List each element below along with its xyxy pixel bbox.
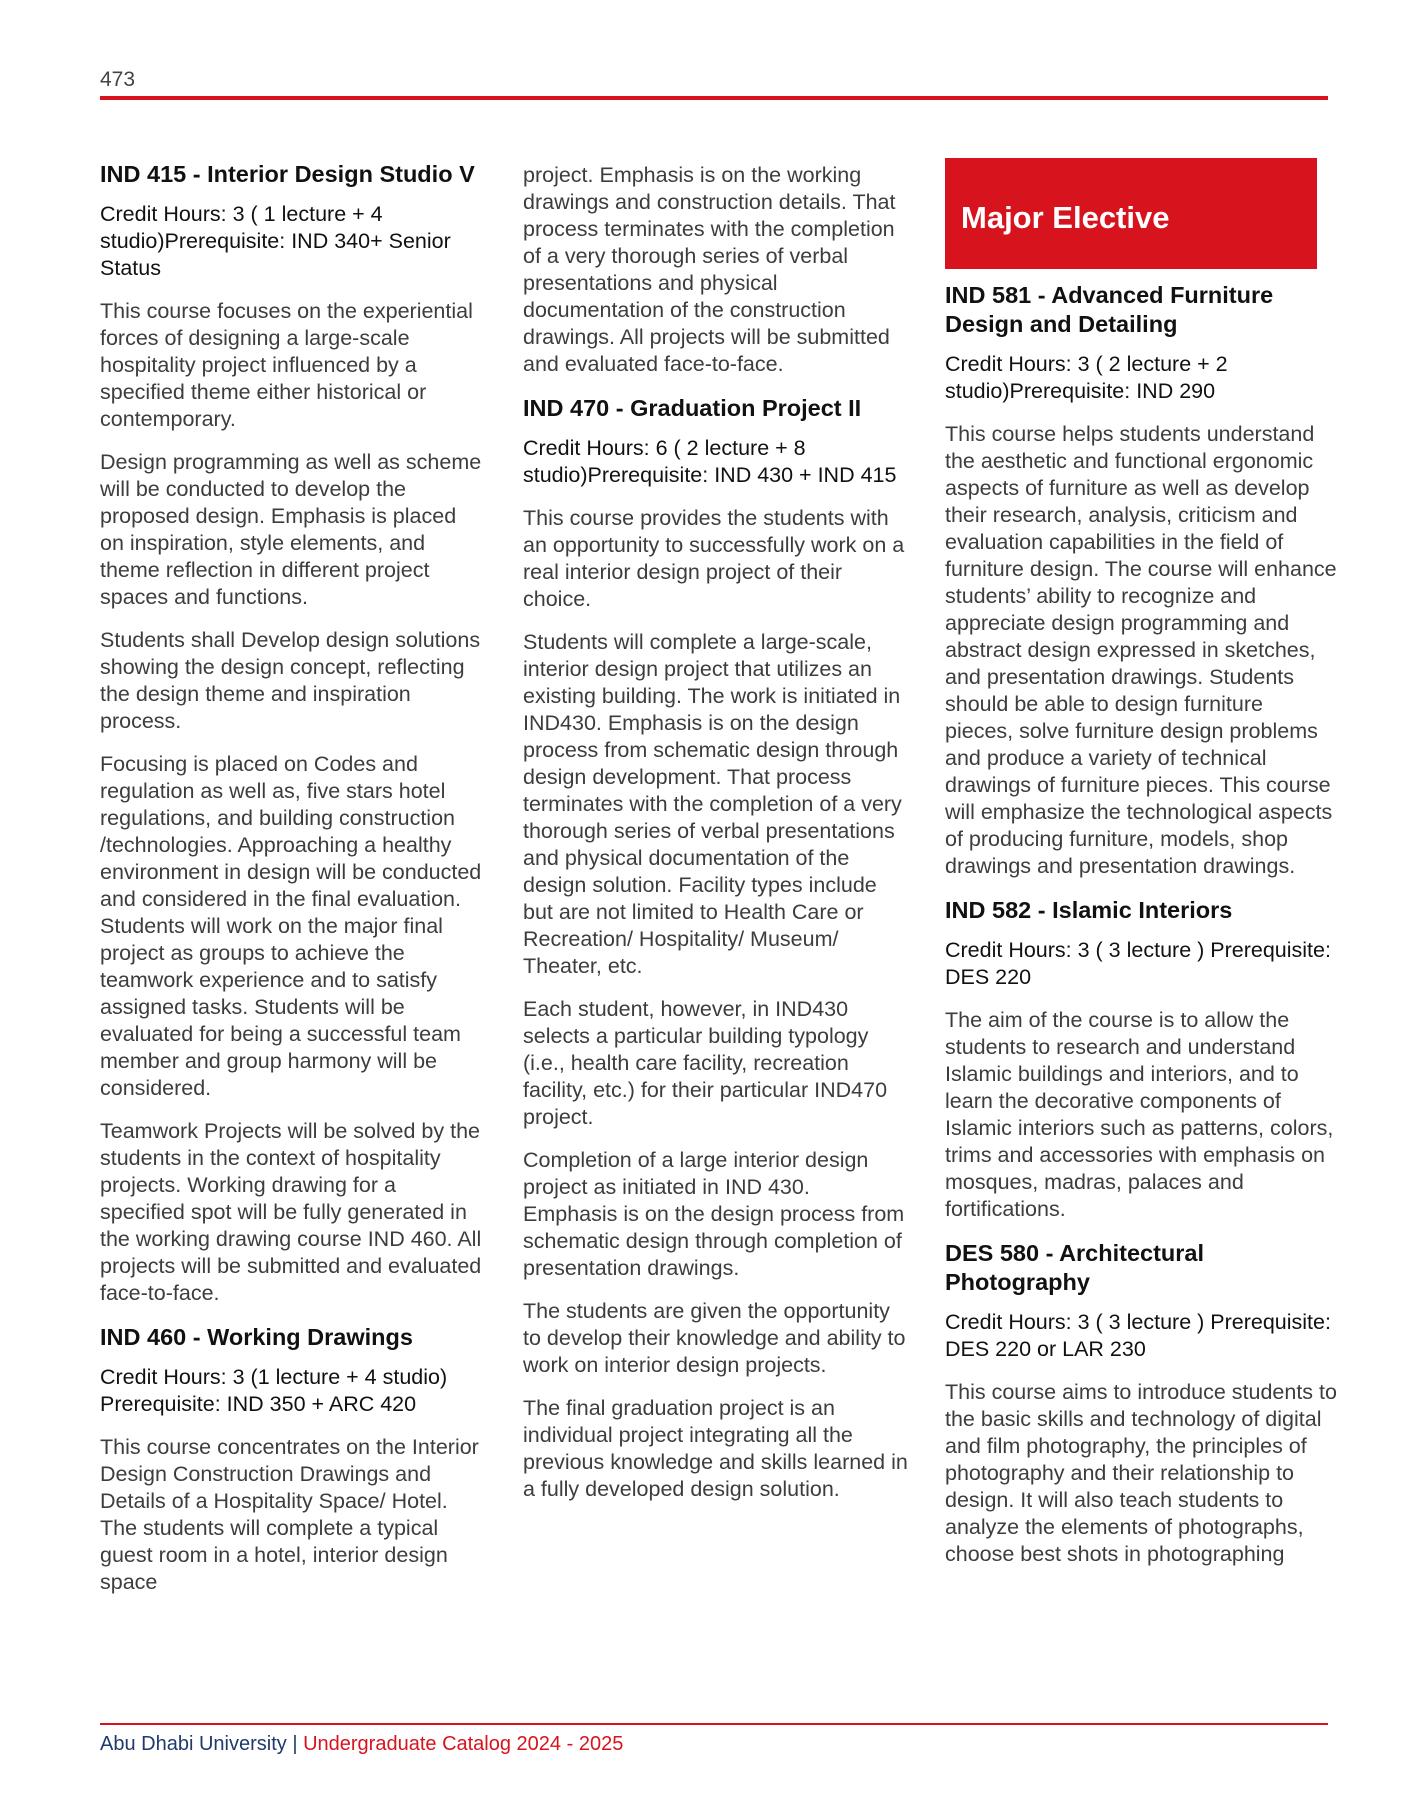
credit-hours: Credit Hours: 6 ( 2 lecture + 8 studio)Prerequisite: IND 430 + IND 415 xyxy=(523,436,897,487)
course-paragraph: Completion of a large interior design project as initiated in IND 430. Emphasis is on the design process from schematic design through completion of presentation drawings. xyxy=(523,1148,905,1280)
course-title: IND 582 - Islamic Interiors xyxy=(945,897,1233,923)
course-title: IND 460 - Working Drawings xyxy=(100,1324,413,1350)
credit-hours: Credit Hours: 3 ( 3 lecture ) Prerequisite: DES 220 xyxy=(945,938,1331,989)
course-paragraph: The students are given the opportunity to develop their knowledge and ability to work on interior design projects. xyxy=(523,1299,906,1377)
course-title: IND 581 - Advanced Furniture Design and Detailing xyxy=(945,282,1274,337)
course-paragraph: The final graduation project is an individual project integrating all the previous knowledge and skills learned in a fully developed design solution. xyxy=(523,1396,908,1501)
course-paragraph: The aim of the course is to allow the students to research and understand Islamic buildings and interiors, and to learn the decorative components of Islamic interiors such as patterns, colors, trims and accessories with emphasis on mosques, madras, palaces and fortifications. xyxy=(945,1008,1334,1221)
credit-hours: Credit Hours: 3 ( 1 lecture + 4 studio)Prerequisite: IND 340+ Senior Status xyxy=(100,202,451,280)
course-title: DES 580 - Architectural Photography xyxy=(945,1240,1205,1295)
course-paragraph: Students will complete a large-scale, interior design project that utilizes an existing building. The work is initiated in IND430. Emphasis is on the design process from schematic design through design development. That process terminates with the completion of a very thorough series of verbal presentations and physical documentation of the design solution. Facility types include but are not limited to Health Care or Recreation/ Hospitality/ Museum/ Theater, etc. xyxy=(523,630,902,978)
column-3 xyxy=(945,158,1337,1584)
course-paragraph: Teamwork Projects will be solved by the students in the context of hospitality projects. Working drawing for a specified spot will be fully generated in the working drawing course IND 460. All projects will be submitted and evaluated face-to-face. xyxy=(100,1119,482,1305)
course-paragraph: This course provides the students with an opportunity to successfully work on a real interior design project of their choice. xyxy=(523,506,905,611)
course-paragraph: This course concentrates on the Interior Design Construction Drawings and Details of a Hospitality Space/ Hotel. The students will complete a typical guest room in a hotel, interior design space xyxy=(100,1435,479,1594)
course-paragraph: Each student, however, in IND430 selects a particular building typology (i.e., health care facility, recreation facility, etc.) for their particular IND470 project. xyxy=(523,997,888,1129)
footer-divider xyxy=(100,1723,1328,1725)
course-paragraph: Focusing is placed on Codes and regulation as well as, five stars hotel regulations, and building construction /technologies. Approaching a healthy environment in design will be conducted and considered in the final evaluation. Students will work on the major final project as groups to achieve the teamwork experience and to satisfy assigned tasks. Students will be evaluated for being a successful team member and group harmony will be considered. xyxy=(100,752,482,1100)
column-1 xyxy=(100,160,486,1612)
section-banner: Major Elective xyxy=(945,158,1317,269)
course-title: IND 470 - Graduation Project II xyxy=(523,395,862,421)
course-paragraph: This course helps students understand the aesthetic and functional ergonomic aspects of furniture as well as develop their research, analysis, criticism and evaluation capabilities in the field of furniture design. The course will enhance students’ ability to recognize and appreciate design programming and abstract design expressed in sketches, and presentation drawings. Students should be able to design furniture pieces, solve furniture design problems and produce a variety of technical drawings of furniture pieces. This course will emphasize the technological aspects of producing furniture, models, shop drawings and presentation drawings. xyxy=(945,422,1337,878)
continued-paragraph: project. Emphasis is on the working drawings and construction details. That process terminates with the completion of a very thorough series of verbal presentations and physical documentation of the construction drawings. All projects will be submitted and evaluated face-to-face. xyxy=(523,163,896,376)
course-title: IND 415 - Interior Design Studio V xyxy=(100,161,475,187)
footer-catalog: Undergraduate Catalog 2024 - 2025 xyxy=(303,1733,624,1755)
footer xyxy=(100,1733,623,1756)
header-divider xyxy=(100,96,1328,100)
course-paragraph: Design programming as well as scheme will be conducted to develop the proposed design. Emphasis is placed on inspiration, style elements, and theme reflection in different project spaces and functions. xyxy=(100,450,482,609)
footer-separator: | xyxy=(292,1733,298,1755)
column-2 xyxy=(523,162,909,1519)
credit-hours: Credit Hours: 3 (1 lecture + 4 studio) Prerequisite: IND 350 + ARC 420 xyxy=(100,1365,448,1416)
page-number: 473 xyxy=(100,68,136,91)
credit-hours: Credit Hours: 3 ( 3 lecture ) Prerequisite: DES 220 or LAR 230 xyxy=(945,1310,1331,1361)
footer-university: Abu Dhabi University xyxy=(100,1733,287,1755)
course-paragraph: This course focuses on the experiential forces of designing a large-scale hospitality project influenced by a specified theme either historical or contemporary. xyxy=(100,299,473,431)
course-paragraph: This course aims to introduce students to the basic skills and technology of digital and film photography, the principles of photography and their relationship to design. It will also teach students to analyze the elements of photographs, choose best shots in photographing xyxy=(945,1380,1337,1566)
course-paragraph: Students shall Develop design solutions showing the design concept, reflecting the design theme and inspiration process. xyxy=(100,628,481,733)
credit-hours: Credit Hours: 3 ( 2 lecture + 2 studio)Prerequisite: IND 290 xyxy=(945,352,1228,403)
